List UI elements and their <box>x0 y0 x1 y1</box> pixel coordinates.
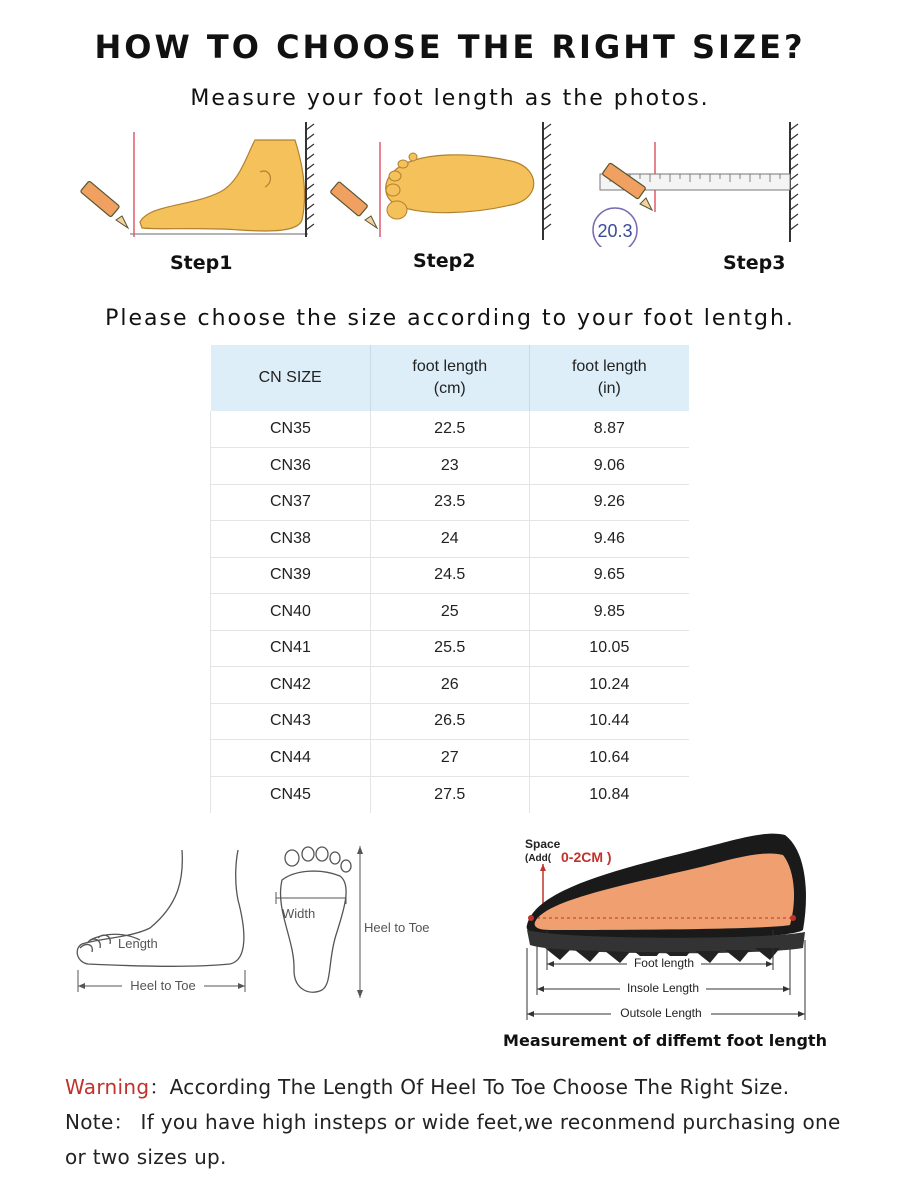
space-range-label: 0-2CM ) <box>561 849 612 865</box>
page-subtitle: Measure your foot length as the photos. <box>190 86 710 111</box>
warning-text: According The Length Of Heel To Toe Choose The Right Size. <box>169 1075 790 1099</box>
cn-size-cell: CN45 <box>211 776 371 813</box>
measure-value-text: 20.3 <box>597 221 633 241</box>
table-row <box>211 594 690 631</box>
sketch-length-label: Length <box>118 936 158 951</box>
foot-length-cm-cell: 24.5 <box>370 557 529 594</box>
foot-length-in-cell: 10.44 <box>529 703 689 740</box>
note-label: Note <box>65 1110 114 1134</box>
size-chart-table <box>210 345 689 813</box>
step-1-label: Step1 <box>170 252 233 274</box>
note-separator: ： <box>113 1110 134 1134</box>
foot-length-cm-cell: 23 <box>370 448 529 485</box>
space-add-label: (Add( <box>525 853 552 864</box>
foot-length-cm-cell: 27 <box>370 740 529 777</box>
foot-length-cm-cell: 26.5 <box>370 703 529 740</box>
step-3-illustration <box>580 112 830 282</box>
header-in-line1: foot length <box>571 358 647 375</box>
table-row <box>211 740 690 777</box>
table-header-row <box>211 345 690 411</box>
foot-length-in-cell: 10.24 <box>529 667 689 704</box>
header-cn-size-label: CN SIZE <box>258 369 322 386</box>
table-row <box>211 557 690 594</box>
foot-length-in-cell: 9.26 <box>529 484 689 521</box>
cn-size-cell: CN43 <box>211 703 371 740</box>
table-row <box>211 630 690 667</box>
foot-top-icon <box>325 112 565 247</box>
foot-length-in-cell: 10.05 <box>529 630 689 667</box>
header-cm-line2: (cm) <box>433 380 466 397</box>
step-2-illustration <box>325 112 565 282</box>
space-label: Space <box>525 837 561 851</box>
cn-size-cell: CN39 <box>211 557 371 594</box>
warning-label: Warning <box>65 1075 150 1099</box>
table-row <box>211 411 690 448</box>
warning-line <box>65 1070 865 1105</box>
cn-size-cell: CN38 <box>211 521 371 558</box>
pencil-icon <box>330 181 377 228</box>
foot-length-in-cell: 9.65 <box>529 557 689 594</box>
foot-length-in-cell: 8.87 <box>529 411 689 448</box>
foot-length-cm-cell: 25 <box>370 594 529 631</box>
table-row <box>211 776 690 813</box>
pencil-icon <box>80 181 128 228</box>
cn-size-cell: CN35 <box>211 411 371 448</box>
header-cn-size <box>211 345 371 411</box>
foot-length-cm-cell: 22.5 <box>370 411 529 448</box>
page-title: HOW TO CHOOSE THE RIGHT SIZE? <box>94 28 806 66</box>
cn-size-cell: CN41 <box>211 630 371 667</box>
cn-size-cell: CN37 <box>211 484 371 521</box>
note-text: If you have high insteps or wide feet,we reconmend purchasing one or two sizes up. <box>65 1110 841 1169</box>
header-foot-length-cm <box>370 345 529 411</box>
size-instruction: Please choose the size according to your foot lentgh. <box>105 306 795 331</box>
step-2-label: Step2 <box>413 250 476 272</box>
cn-size-cell: CN44 <box>211 740 371 777</box>
foot-length-cm-cell: 25.5 <box>370 630 529 667</box>
table-row <box>211 448 690 485</box>
shoe-measurement-diagram <box>465 830 860 1055</box>
foot-length-cm-cell: 23.5 <box>370 484 529 521</box>
foot-length-cm-cell: 26 <box>370 667 529 704</box>
note-line <box>65 1105 865 1175</box>
side-foot-sketch <box>77 850 244 966</box>
foot-length-in-cell: 9.06 <box>529 448 689 485</box>
foot-side-icon <box>70 112 320 247</box>
table-row <box>211 667 690 704</box>
foot-length-cm-cell: 24 <box>370 521 529 558</box>
warning-separator: ： <box>149 1075 170 1099</box>
table-row <box>211 484 690 521</box>
header-foot-length-in <box>529 345 689 411</box>
foot-sketch-diagram <box>70 840 450 1020</box>
foot-length-in-cell: 9.46 <box>529 521 689 558</box>
sketch-heel-to-toe-vertical-label: Heel to Toe <box>364 920 430 935</box>
table-row <box>211 703 690 740</box>
notes-section <box>65 1070 865 1175</box>
insole-length-label: Insole Length <box>626 981 700 995</box>
foot-length-in-cell: 10.64 <box>529 740 689 777</box>
foot-length-in-cell: 10.84 <box>589 785 630 803</box>
table-row <box>211 521 690 558</box>
header-cm-line1: foot length <box>412 358 488 375</box>
sketch-width-label: Width <box>282 906 316 921</box>
foot-length-label: Foot length <box>633 956 695 970</box>
sketch-heel-to-toe-label: Heel to Toe <box>130 978 196 993</box>
cn-size-cell: CN36 <box>211 448 371 485</box>
header-in-line2: (in) <box>597 380 621 397</box>
step-3-label: Step3 <box>723 252 786 274</box>
ruler-icon <box>580 112 830 247</box>
measurement-steps <box>60 112 830 282</box>
cn-size-cell: CN42 <box>211 667 371 704</box>
cn-size-cell: CN40 <box>211 594 371 631</box>
outsole-length-label: Outsole Length <box>620 1006 702 1020</box>
shoe-diagram-caption: Measurement of diffemt foot length <box>503 1031 827 1050</box>
step-1-illustration <box>70 112 320 282</box>
foot-length-in-cell: 9.85 <box>529 594 689 631</box>
foot-length-cm-cell: 27.5 <box>370 776 529 813</box>
